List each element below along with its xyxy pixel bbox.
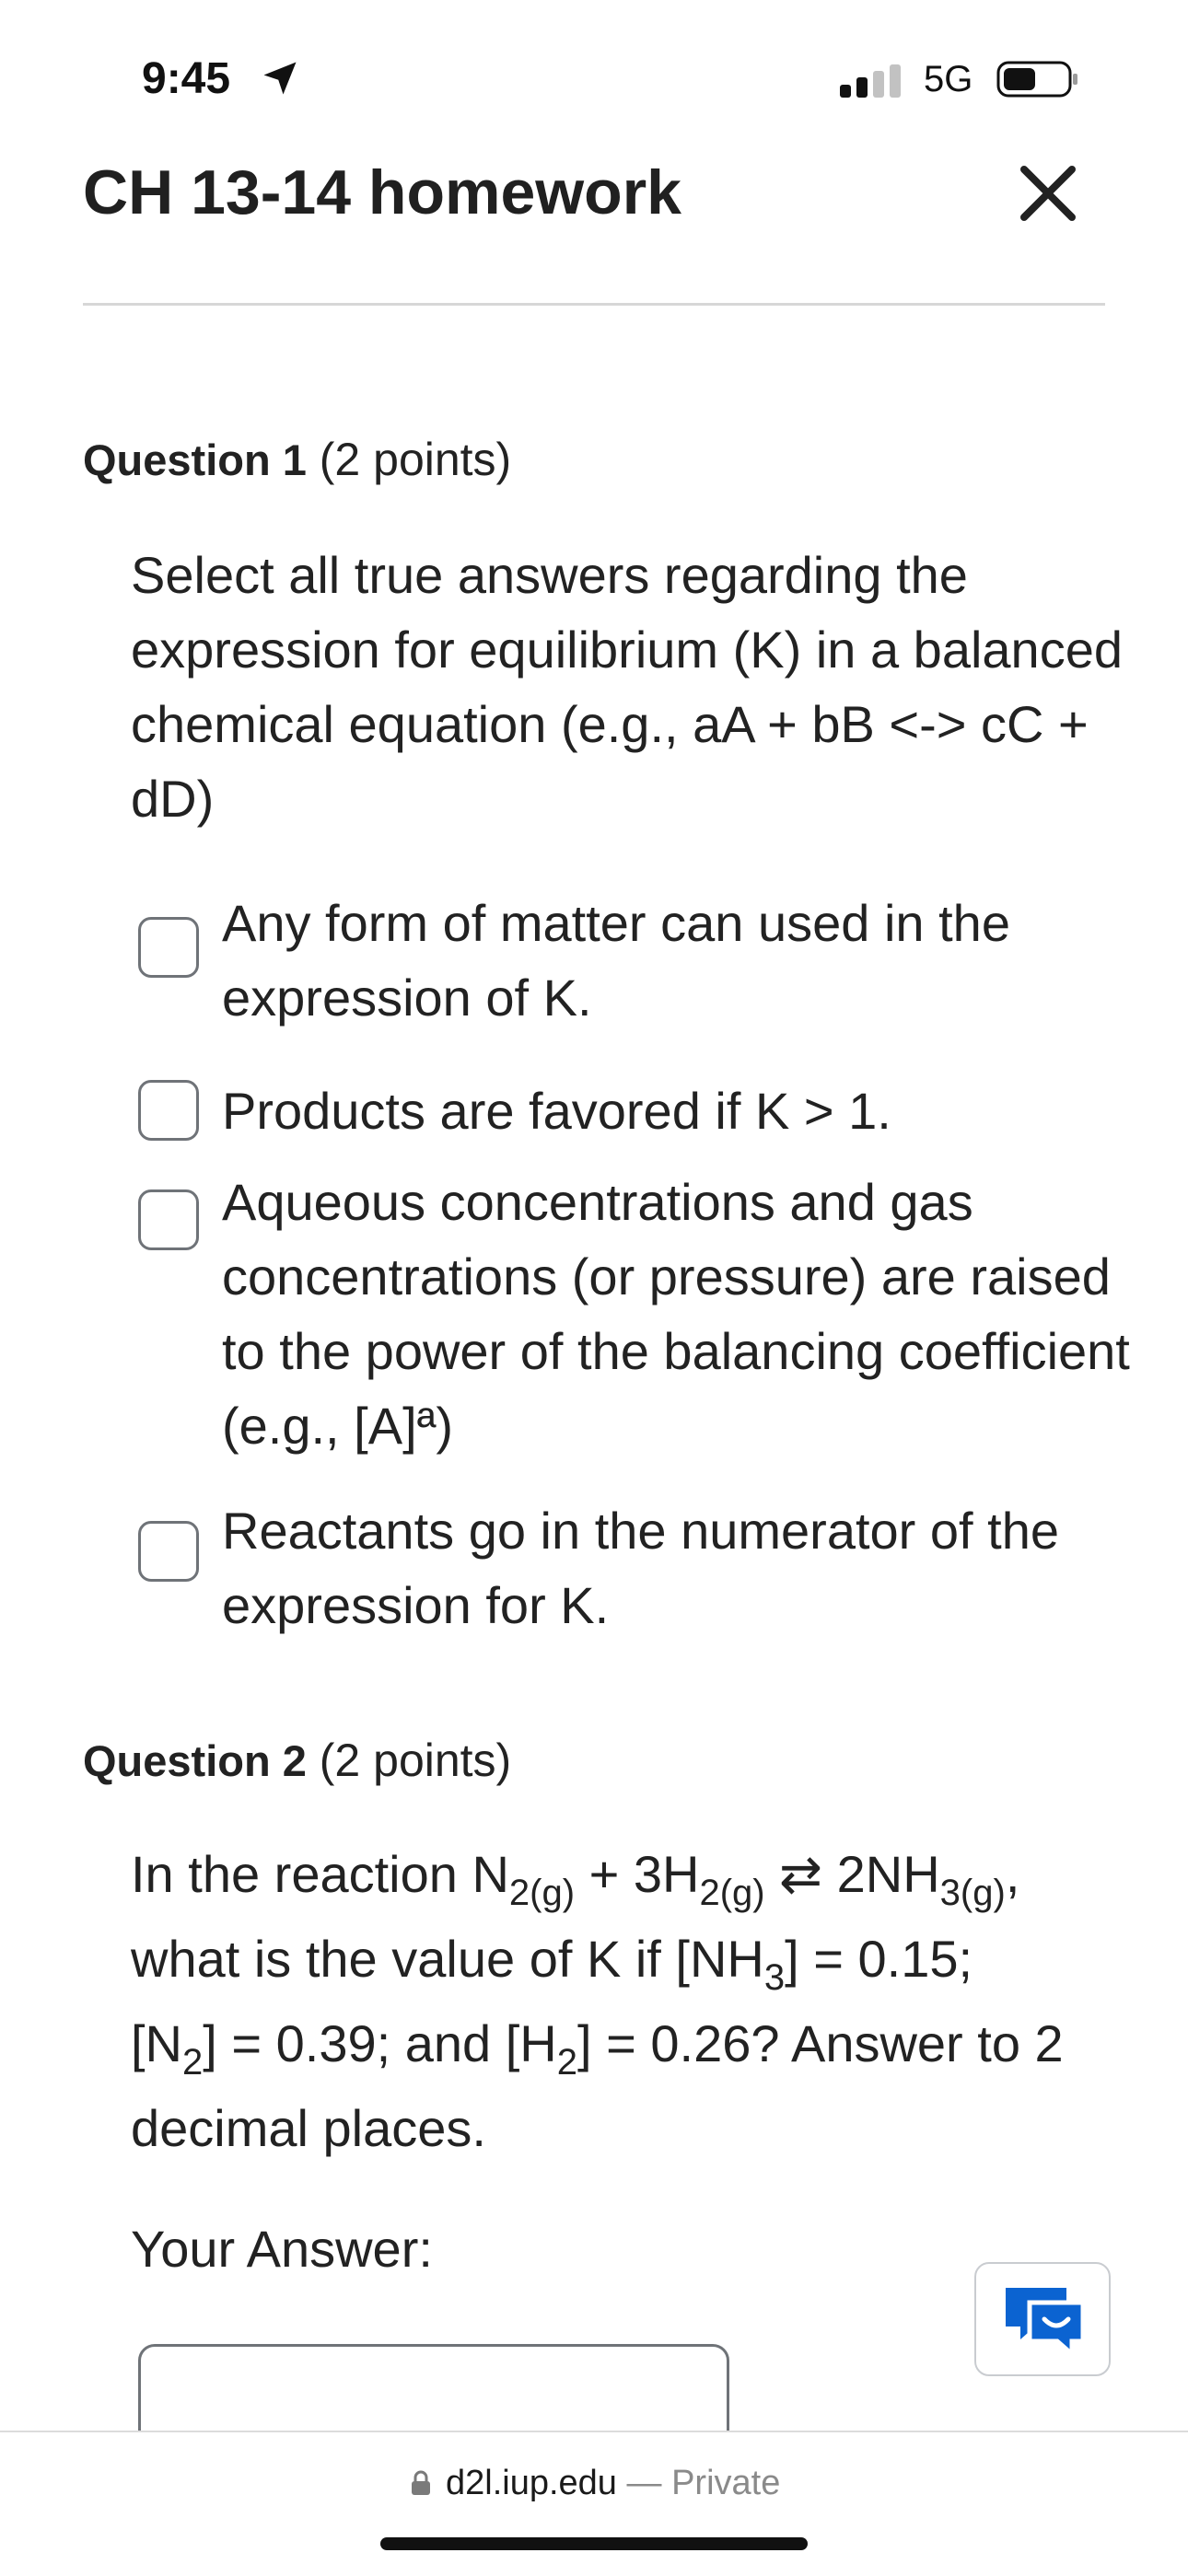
cellular-signal-icon xyxy=(840,64,904,98)
option-label[interactable]: Aqueous concentrations and gas concentrations (or pressure) are raised to the power of the balancing coefficient (e.g., [A]ª) xyxy=(222,1173,1130,1455)
option-label[interactable]: Products are favored if K > 1. xyxy=(222,1082,891,1140)
question-2-line-3 xyxy=(131,2002,1153,2086)
question-2-label: Question 2 xyxy=(83,1736,307,1785)
text-segment: ] = 0.26? Answer to 2 xyxy=(577,2014,1064,2072)
browser-bottom-bar xyxy=(0,2431,1188,2576)
subscript: 3(g) xyxy=(939,1873,1006,1913)
checkbox[interactable] xyxy=(138,917,199,978)
lock-icon xyxy=(411,2470,431,2496)
checkbox[interactable] xyxy=(138,1521,199,1582)
text-segment: + 3H xyxy=(575,1845,700,1903)
equilibrium-arrow: ⇄ 2NH xyxy=(764,1845,940,1903)
privacy-label: Private xyxy=(671,2464,781,2502)
question-1-label: Question 1 xyxy=(83,435,307,484)
home-indicator[interactable] xyxy=(380,2537,808,2550)
battery-icon xyxy=(996,61,1079,98)
url-domain: d2l.iup.edu xyxy=(446,2464,617,2502)
text-segment: In the reaction N xyxy=(131,1845,509,1903)
question-2-line-2 xyxy=(131,1917,1153,2002)
subscript: 3 xyxy=(763,1957,786,1998)
question-2-text xyxy=(131,1832,1153,2171)
question-1-points: (2 points) xyxy=(319,434,512,485)
text-segment: , xyxy=(1005,1845,1020,1903)
subscript: 2 xyxy=(556,2042,577,2083)
page-title: CH 13-14 homework xyxy=(83,157,681,227)
status-time: 9:45 xyxy=(142,54,231,103)
text-segment: ] = 0.15; xyxy=(785,1930,973,1988)
text-segment: what is the value of K if [NH xyxy=(131,1930,764,1988)
question-2-line-1 xyxy=(131,1832,1153,1917)
option-label[interactable]: Reactants go in the numerator of the expression for K. xyxy=(222,1502,1059,1634)
your-answer-label: Your Answer: xyxy=(131,2220,433,2278)
header-divider xyxy=(83,303,1105,306)
question-2-heading xyxy=(83,1734,511,1787)
url-bar[interactable] xyxy=(446,2464,780,2503)
subscript: 2(g) xyxy=(699,1873,765,1913)
close-icon[interactable] xyxy=(1017,162,1079,225)
question-1-heading xyxy=(83,433,511,486)
question-1-text: Select all true answers regarding the expression for equilibrium (K) in a balanced chemical equation (e.g., aA + bB <-> cC + dD) xyxy=(131,546,1123,828)
checkbox[interactable] xyxy=(138,1080,199,1141)
checkbox[interactable] xyxy=(138,1189,199,1250)
chat-icon xyxy=(1002,2282,1087,2358)
question-2-points: (2 points) xyxy=(319,1735,512,1786)
subscript: 2(g) xyxy=(508,1873,576,1913)
subscript: 2 xyxy=(182,2042,204,2083)
chat-button[interactable] xyxy=(974,2262,1111,2376)
text-segment: [N xyxy=(131,2014,182,2072)
network-type: 5G xyxy=(924,59,973,99)
option-label[interactable]: Any form of matter can used in the expression of K. xyxy=(222,894,1010,1027)
url-separator: — xyxy=(616,2464,672,2502)
question-2-line-4: decimal places. xyxy=(131,2099,486,2157)
location-arrow-icon xyxy=(261,59,299,98)
text-segment: ] = 0.39; and [H xyxy=(203,2014,557,2072)
